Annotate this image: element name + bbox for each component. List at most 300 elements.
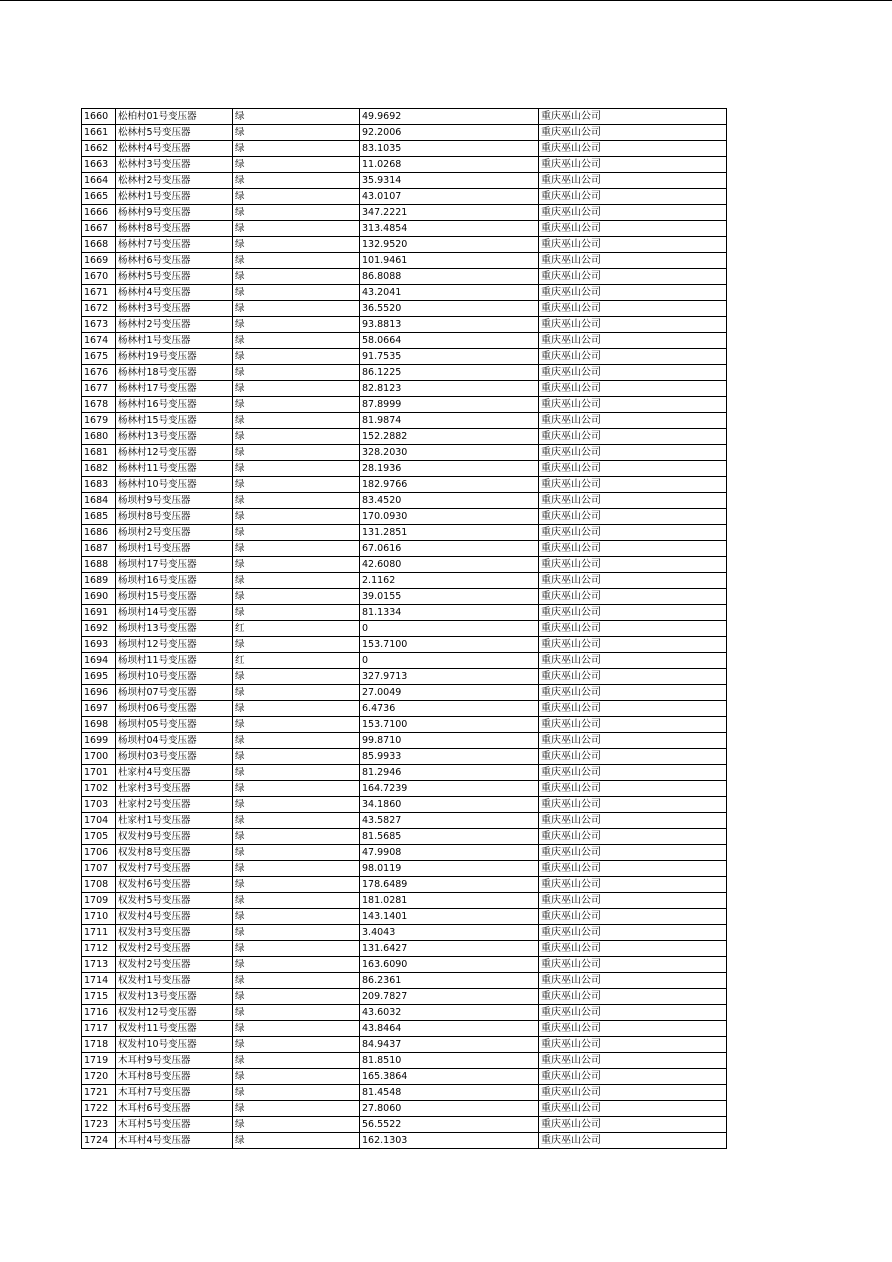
cell-id: 1724: [82, 1133, 116, 1149]
cell-value: 86.2361: [360, 973, 539, 989]
cell-value: 86.8088: [360, 269, 539, 285]
cell-transformer-name: 杨坝村12号变压器: [116, 637, 233, 653]
cell-id: 1682: [82, 461, 116, 477]
cell-status: 绿: [233, 957, 360, 973]
cell-company: 重庆巫山公司: [539, 445, 727, 461]
table-row: [82, 1069, 727, 1085]
cell-value: 91.7535: [360, 349, 539, 365]
cell-company: 重庆巫山公司: [539, 157, 727, 173]
cell-id: 1668: [82, 237, 116, 253]
cell-status: 绿: [233, 813, 360, 829]
cell-value: 85.9933: [360, 749, 539, 765]
cell-transformer-name: 杨林村2号变压器: [116, 317, 233, 333]
cell-transformer-name: 杨坝村8号变压器: [116, 509, 233, 525]
cell-value: 165.3864: [360, 1069, 539, 1085]
cell-transformer-name: 杨林村1号变压器: [116, 333, 233, 349]
cell-company: 重庆巫山公司: [539, 733, 727, 749]
cell-value: 93.8813: [360, 317, 539, 333]
cell-id: 1721: [82, 1085, 116, 1101]
table-row: [82, 253, 727, 269]
cell-company: 重庆巫山公司: [539, 429, 727, 445]
cell-transformer-name: 松林村5号变压器: [116, 125, 233, 141]
cell-id: 1695: [82, 669, 116, 685]
cell-value: 27.0049: [360, 685, 539, 701]
cell-id: 1687: [82, 541, 116, 557]
cell-value: 328.2030: [360, 445, 539, 461]
cell-transformer-name: 杨林村4号变压器: [116, 285, 233, 301]
table-row: [82, 1133, 727, 1149]
cell-status: 绿: [233, 1069, 360, 1085]
table-row: [82, 877, 727, 893]
table-row: [82, 1117, 727, 1133]
cell-status: 绿: [233, 109, 360, 125]
cell-company: 重庆巫山公司: [539, 173, 727, 189]
table-row: [82, 685, 727, 701]
cell-transformer-name: 杨坝村07号变压器: [116, 685, 233, 701]
cell-id: 1717: [82, 1021, 116, 1037]
cell-status: 绿: [233, 221, 360, 237]
cell-status: 绿: [233, 733, 360, 749]
cell-value: 56.5522: [360, 1117, 539, 1133]
cell-id: 1697: [82, 701, 116, 717]
cell-company: 重庆巫山公司: [539, 925, 727, 941]
cell-id: 1666: [82, 205, 116, 221]
cell-value: 36.5520: [360, 301, 539, 317]
table-row: [82, 157, 727, 173]
cell-company: 重庆巫山公司: [539, 845, 727, 861]
table-row: [82, 413, 727, 429]
cell-value: 170.0930: [360, 509, 539, 525]
table-row: [82, 621, 727, 637]
cell-id: 1696: [82, 685, 116, 701]
cell-company: 重庆巫山公司: [539, 381, 727, 397]
cell-company: 重庆巫山公司: [539, 573, 727, 589]
cell-company: 重庆巫山公司: [539, 237, 727, 253]
cell-status: 绿: [233, 573, 360, 589]
table-row: [82, 189, 727, 205]
cell-company: 重庆巫山公司: [539, 813, 727, 829]
page-top-rule: [0, 0, 892, 1]
cell-status: 绿: [233, 157, 360, 173]
cell-id: 1694: [82, 653, 116, 669]
cell-value: 67.0616: [360, 541, 539, 557]
cell-company: 重庆巫山公司: [539, 621, 727, 637]
cell-company: 重庆巫山公司: [539, 477, 727, 493]
cell-value: 11.0268: [360, 157, 539, 173]
cell-transformer-name: 杨林村11号变压器: [116, 461, 233, 477]
cell-id: 1714: [82, 973, 116, 989]
table-row: [82, 765, 727, 781]
cell-company: 重庆巫山公司: [539, 701, 727, 717]
cell-id: 1684: [82, 493, 116, 509]
cell-value: 81.1334: [360, 605, 539, 621]
cell-company: 重庆巫山公司: [539, 269, 727, 285]
table-row: [82, 717, 727, 733]
cell-status: 绿: [233, 541, 360, 557]
cell-value: 101.9461: [360, 253, 539, 269]
cell-value: 163.6090: [360, 957, 539, 973]
cell-id: 1673: [82, 317, 116, 333]
cell-value: 153.7100: [360, 637, 539, 653]
cell-status: 绿: [233, 1021, 360, 1037]
cell-status: 绿: [233, 445, 360, 461]
cell-id: 1670: [82, 269, 116, 285]
cell-status: 绿: [233, 301, 360, 317]
cell-status: 绿: [233, 429, 360, 445]
cell-id: 1719: [82, 1053, 116, 1069]
cell-value: 131.6427: [360, 941, 539, 957]
table-row: [82, 925, 727, 941]
cell-transformer-name: 杨坝村11号变压器: [116, 653, 233, 669]
cell-id: 1699: [82, 733, 116, 749]
cell-company: 重庆巫山公司: [539, 1069, 727, 1085]
cell-company: 重庆巫山公司: [539, 333, 727, 349]
cell-value: 2.1162: [360, 573, 539, 589]
cell-id: 1723: [82, 1117, 116, 1133]
table-row: [82, 909, 727, 925]
cell-company: 重庆巫山公司: [539, 285, 727, 301]
cell-id: 1715: [82, 989, 116, 1005]
cell-status: 绿: [233, 909, 360, 925]
cell-company: 重庆巫山公司: [539, 1005, 727, 1021]
cell-company: 重庆巫山公司: [539, 1021, 727, 1037]
cell-transformer-name: 木耳村4号变压器: [116, 1133, 233, 1149]
cell-id: 1690: [82, 589, 116, 605]
cell-status: 绿: [233, 877, 360, 893]
cell-transformer-name: 杨坝村03号变压器: [116, 749, 233, 765]
table-row: [82, 989, 727, 1005]
cell-status: 绿: [233, 381, 360, 397]
cell-transformer-name: 杨坝村1号变压器: [116, 541, 233, 557]
cell-status: 绿: [233, 893, 360, 909]
table-row: [82, 429, 727, 445]
cell-transformer-name: 权发村2号变压器: [116, 941, 233, 957]
cell-transformer-name: 杨坝村16号变压器: [116, 573, 233, 589]
cell-value: 164.7239: [360, 781, 539, 797]
cell-company: 重庆巫山公司: [539, 685, 727, 701]
cell-value: 182.9766: [360, 477, 539, 493]
cell-id: 1665: [82, 189, 116, 205]
cell-id: 1693: [82, 637, 116, 653]
cell-transformer-name: 权发村2号变压器: [116, 957, 233, 973]
table-row: [82, 861, 727, 877]
table-row: [82, 445, 727, 461]
cell-value: 143.1401: [360, 909, 539, 925]
table-row: [82, 781, 727, 797]
cell-id: 1712: [82, 941, 116, 957]
table-row: [82, 1053, 727, 1069]
cell-status: 绿: [233, 765, 360, 781]
cell-value: 152.2882: [360, 429, 539, 445]
table-row: [82, 397, 727, 413]
cell-status: 绿: [233, 285, 360, 301]
cell-status: 绿: [233, 205, 360, 221]
cell-company: 重庆巫山公司: [539, 141, 727, 157]
table-row: [82, 269, 727, 285]
cell-transformer-name: 权发村3号变压器: [116, 925, 233, 941]
cell-status: 绿: [233, 269, 360, 285]
cell-transformer-name: 松林村1号变压器: [116, 189, 233, 205]
cell-id: 1685: [82, 509, 116, 525]
cell-company: 重庆巫山公司: [539, 301, 727, 317]
cell-transformer-name: 木耳村8号变压器: [116, 1069, 233, 1085]
cell-id: 1709: [82, 893, 116, 909]
cell-value: 83.1035: [360, 141, 539, 157]
table-row: [82, 1085, 727, 1101]
cell-company: 重庆巫山公司: [539, 1117, 727, 1133]
cell-status: 绿: [233, 701, 360, 717]
table-row: [82, 941, 727, 957]
cell-company: 重庆巫山公司: [539, 877, 727, 893]
table-row: [82, 285, 727, 301]
cell-id: 1671: [82, 285, 116, 301]
cell-id: 1708: [82, 877, 116, 893]
cell-company: 重庆巫山公司: [539, 653, 727, 669]
cell-transformer-name: 松林村3号变压器: [116, 157, 233, 173]
cell-transformer-name: 松林村4号变压器: [116, 141, 233, 157]
cell-transformer-name: 杜家村2号变压器: [116, 797, 233, 813]
cell-status: 绿: [233, 317, 360, 333]
cell-id: 1692: [82, 621, 116, 637]
cell-company: 重庆巫山公司: [539, 365, 727, 381]
table-row: [82, 573, 727, 589]
cell-status: 绿: [233, 141, 360, 157]
cell-id: 1716: [82, 1005, 116, 1021]
cell-transformer-name: 杜家村3号变压器: [116, 781, 233, 797]
cell-company: 重庆巫山公司: [539, 973, 727, 989]
table-row: [82, 237, 727, 253]
cell-status: 绿: [233, 845, 360, 861]
table-row: [82, 205, 727, 221]
cell-transformer-name: 杨林村15号变压器: [116, 413, 233, 429]
cell-transformer-name: 杨林村16号变压器: [116, 397, 233, 413]
cell-id: 1664: [82, 173, 116, 189]
cell-company: 重庆巫山公司: [539, 941, 727, 957]
cell-value: 82.8123: [360, 381, 539, 397]
cell-status: 绿: [233, 1005, 360, 1021]
cell-id: 1698: [82, 717, 116, 733]
table-row: [82, 477, 727, 493]
cell-status: 绿: [233, 173, 360, 189]
cell-company: 重庆巫山公司: [539, 1037, 727, 1053]
cell-status: 绿: [233, 637, 360, 653]
table-row: [82, 541, 727, 557]
cell-id: 1676: [82, 365, 116, 381]
cell-transformer-name: 权发村6号变压器: [116, 877, 233, 893]
cell-value: 0: [360, 653, 539, 669]
cell-status: 绿: [233, 125, 360, 141]
table-row: [82, 893, 727, 909]
cell-id: 1720: [82, 1069, 116, 1085]
cell-value: 87.8999: [360, 397, 539, 413]
cell-status: 绿: [233, 365, 360, 381]
cell-status: 绿: [233, 797, 360, 813]
cell-value: 43.2041: [360, 285, 539, 301]
cell-company: 重庆巫山公司: [539, 829, 727, 845]
cell-transformer-name: 权发村5号变压器: [116, 893, 233, 909]
cell-transformer-name: 杨林村13号变压器: [116, 429, 233, 445]
table-row: [82, 701, 727, 717]
cell-status: 绿: [233, 397, 360, 413]
cell-id: 1662: [82, 141, 116, 157]
cell-status: 绿: [233, 829, 360, 845]
cell-status: 绿: [233, 253, 360, 269]
cell-id: 1674: [82, 333, 116, 349]
cell-company: 重庆巫山公司: [539, 125, 727, 141]
cell-company: 重庆巫山公司: [539, 717, 727, 733]
cell-status: 绿: [233, 717, 360, 733]
table-row: [82, 349, 727, 365]
cell-company: 重庆巫山公司: [539, 525, 727, 541]
table-row: [82, 493, 727, 509]
cell-status: 绿: [233, 861, 360, 877]
cell-company: 重庆巫山公司: [539, 221, 727, 237]
cell-value: 347.2221: [360, 205, 539, 221]
cell-id: 1677: [82, 381, 116, 397]
cell-transformer-name: 木耳村7号变压器: [116, 1085, 233, 1101]
cell-transformer-name: 松柏村01号变压器: [116, 109, 233, 125]
table-row: [82, 461, 727, 477]
cell-id: 1660: [82, 109, 116, 125]
cell-transformer-name: 权发村12号变压器: [116, 1005, 233, 1021]
cell-transformer-name: 杨坝村2号变压器: [116, 525, 233, 541]
cell-id: 1678: [82, 397, 116, 413]
cell-value: 99.8710: [360, 733, 539, 749]
cell-company: 重庆巫山公司: [539, 909, 727, 925]
cell-status: 绿: [233, 333, 360, 349]
cell-id: 1701: [82, 765, 116, 781]
cell-transformer-name: 杨林村3号变压器: [116, 301, 233, 317]
cell-value: 43.6032: [360, 1005, 539, 1021]
cell-transformer-name: 杨林村8号变压器: [116, 221, 233, 237]
cell-id: 1718: [82, 1037, 116, 1053]
cell-status: 绿: [233, 781, 360, 797]
cell-company: 重庆巫山公司: [539, 781, 727, 797]
cell-value: 153.7100: [360, 717, 539, 733]
cell-transformer-name: 杨林村17号变压器: [116, 381, 233, 397]
table-row: [82, 669, 727, 685]
cell-status: 绿: [233, 477, 360, 493]
cell-company: 重庆巫山公司: [539, 509, 727, 525]
cell-transformer-name: 杨坝村04号变压器: [116, 733, 233, 749]
table-row: [82, 1101, 727, 1117]
table-row: [82, 813, 727, 829]
table-row: [82, 749, 727, 765]
table-row: [82, 605, 727, 621]
cell-company: 重庆巫山公司: [539, 861, 727, 877]
cell-id: 1683: [82, 477, 116, 493]
table-row: [82, 797, 727, 813]
cell-id: 1675: [82, 349, 116, 365]
cell-transformer-name: 杨林村7号变压器: [116, 237, 233, 253]
cell-company: 重庆巫山公司: [539, 957, 727, 973]
table-row: [82, 173, 727, 189]
cell-transformer-name: 权发村10号变压器: [116, 1037, 233, 1053]
cell-value: 313.4854: [360, 221, 539, 237]
cell-id: 1688: [82, 557, 116, 573]
cell-id: 1691: [82, 605, 116, 621]
cell-transformer-name: 木耳村5号变压器: [116, 1117, 233, 1133]
cell-status: 绿: [233, 493, 360, 509]
cell-id: 1686: [82, 525, 116, 541]
cell-transformer-name: 杜家村1号变压器: [116, 813, 233, 829]
cell-status: 红: [233, 621, 360, 637]
cell-value: 81.9874: [360, 413, 539, 429]
cell-company: 重庆巫山公司: [539, 109, 727, 125]
table-row: [82, 829, 727, 845]
table-row: [82, 525, 727, 541]
cell-transformer-name: 杨坝村13号变压器: [116, 621, 233, 637]
cell-id: 1680: [82, 429, 116, 445]
cell-value: 42.6080: [360, 557, 539, 573]
table-row: [82, 381, 727, 397]
cell-value: 84.9437: [360, 1037, 539, 1053]
cell-value: 162.1303: [360, 1133, 539, 1149]
cell-value: 28.1936: [360, 461, 539, 477]
table-row: [82, 1037, 727, 1053]
cell-transformer-name: 权发村7号变压器: [116, 861, 233, 877]
cell-id: 1704: [82, 813, 116, 829]
cell-company: 重庆巫山公司: [539, 765, 727, 781]
cell-id: 1705: [82, 829, 116, 845]
cell-value: 58.0664: [360, 333, 539, 349]
cell-value: 92.2006: [360, 125, 539, 141]
cell-status: 绿: [233, 525, 360, 541]
cell-company: 重庆巫山公司: [539, 749, 727, 765]
cell-company: 重庆巫山公司: [539, 1053, 727, 1069]
cell-value: 81.2946: [360, 765, 539, 781]
table-row: [82, 317, 727, 333]
table-row: [82, 957, 727, 973]
cell-value: 132.9520: [360, 237, 539, 253]
cell-id: 1667: [82, 221, 116, 237]
table-row: [82, 973, 727, 989]
cell-status: 绿: [233, 925, 360, 941]
table-row: [82, 125, 727, 141]
cell-transformer-name: 杨坝村17号变压器: [116, 557, 233, 573]
cell-value: 47.9908: [360, 845, 539, 861]
table-row: [82, 1005, 727, 1021]
table-row: [82, 653, 727, 669]
table-row: [82, 845, 727, 861]
cell-value: 49.9692: [360, 109, 539, 125]
cell-status: 绿: [233, 413, 360, 429]
cell-value: 209.7827: [360, 989, 539, 1005]
cell-id: 1710: [82, 909, 116, 925]
cell-id: 1713: [82, 957, 116, 973]
cell-value: 35.9314: [360, 173, 539, 189]
cell-status: 绿: [233, 349, 360, 365]
cell-company: 重庆巫山公司: [539, 1133, 727, 1149]
cell-status: 绿: [233, 749, 360, 765]
cell-company: 重庆巫山公司: [539, 461, 727, 477]
cell-company: 重庆巫山公司: [539, 349, 727, 365]
cell-company: 重庆巫山公司: [539, 397, 727, 413]
cell-transformer-name: 杨坝村15号变压器: [116, 589, 233, 605]
cell-transformer-name: 杨林村19号变压器: [116, 349, 233, 365]
cell-status: 绿: [233, 605, 360, 621]
cell-transformer-name: 杨坝村9号变压器: [116, 493, 233, 509]
cell-id: 1689: [82, 573, 116, 589]
cell-id: 1707: [82, 861, 116, 877]
cell-company: 重庆巫山公司: [539, 605, 727, 621]
cell-value: 86.1225: [360, 365, 539, 381]
cell-transformer-name: 木耳村9号变压器: [116, 1053, 233, 1069]
cell-transformer-name: 杨林村6号变压器: [116, 253, 233, 269]
cell-transformer-name: 松林村2号变压器: [116, 173, 233, 189]
cell-transformer-name: 权发村13号变压器: [116, 989, 233, 1005]
cell-company: 重庆巫山公司: [539, 797, 727, 813]
